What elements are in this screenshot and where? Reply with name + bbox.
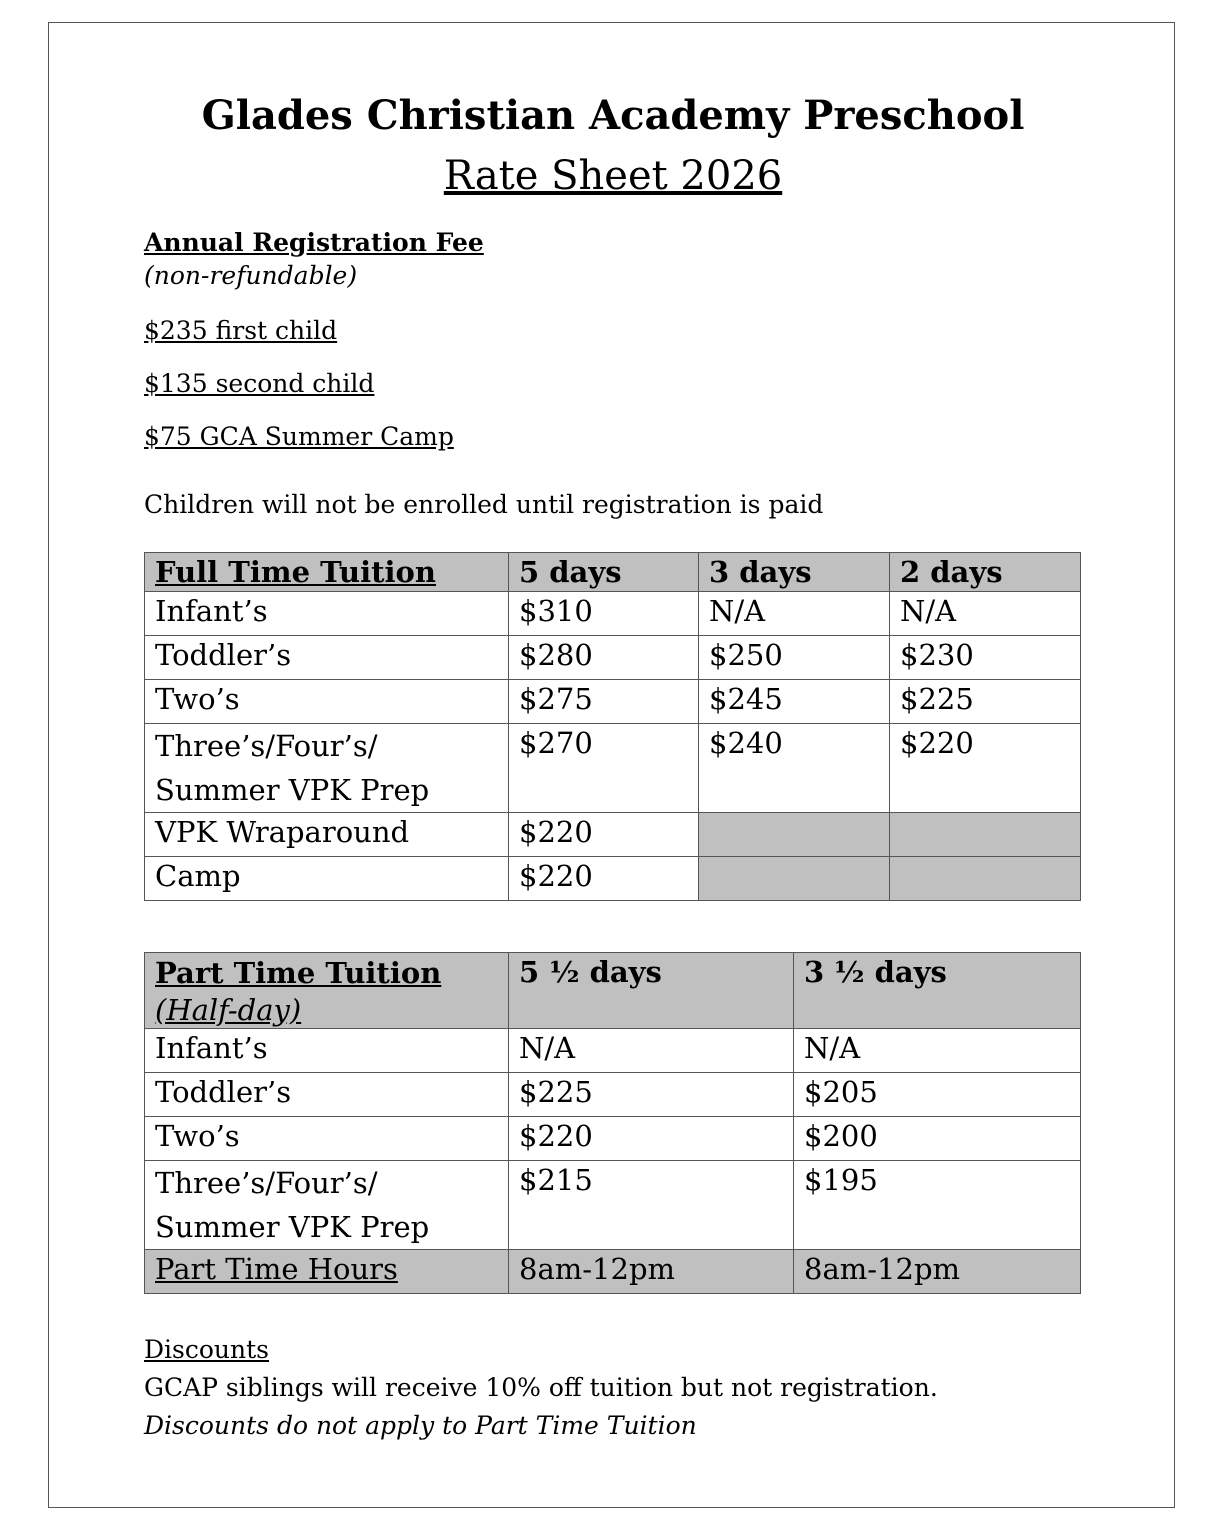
table-row [145,857,1081,901]
table-cell: 8am-12pm [509,1250,794,1294]
table-cell: $220 [890,724,1081,813]
row-label: VPK Wraparound [145,813,509,857]
shaded-cell [699,813,890,857]
table-cell: $195 [794,1161,1081,1250]
table-cell: $230 [890,636,1081,680]
fee-first-child: $235 first child [144,316,338,345]
header-cell: 3 ½ days [794,953,1081,1029]
table-cell: $280 [509,636,699,680]
table-header-row [145,553,1081,592]
table-cell: $220 [509,857,699,901]
fee-second-child: $135 second child [144,369,375,398]
table-cell: $220 [509,1117,794,1161]
row-label [145,724,509,813]
table-cell: N/A [509,1029,794,1073]
table-header-row [145,953,1081,1029]
table-row [145,1117,1081,1161]
header-cell [145,953,509,1029]
row-label: Infant’s [145,1029,509,1073]
row-label-line1: Three’s/Four’s/ [155,1166,378,1200]
table-row [145,1029,1081,1073]
header-cell: 2 days [890,553,1081,592]
header-cell: 5 days [509,553,699,592]
header-cell [145,553,509,592]
row-label-line2: Summer VPK Prep [155,1210,430,1244]
table-cell: $200 [794,1117,1081,1161]
discounts-text: GCAP siblings will receive 10% off tuition but not registration. [144,1373,938,1402]
table-cell: $310 [509,592,699,636]
table-cell: $250 [699,636,890,680]
row-label [145,1161,509,1250]
table-row [145,680,1081,724]
header-cell: 3 days [699,553,890,592]
full-time-tuition-table [144,552,1081,901]
table-row [145,636,1081,680]
table-row [145,1161,1081,1250]
row-label-line2: Summer VPK Prep [155,773,430,807]
table-row [145,813,1081,857]
table-cell: N/A [699,592,890,636]
row-label: Two’s [145,1117,509,1161]
header-sublabel: (Half-day) [155,993,302,1027]
enrollment-note: Children will not be enrolled until registration is paid [144,490,824,519]
row-label: Infant’s [145,592,509,636]
discounts-note: Discounts do not apply to Part Time Tuition [144,1411,697,1440]
shaded-cell [699,857,890,901]
table-cell: $225 [890,680,1081,724]
school-name: Glades Christian Academy Preschool [201,92,1025,139]
table-cell: 8am-12pm [794,1250,1081,1294]
row-label: Two’s [145,680,509,724]
fee-summer-camp: $75 GCA Summer Camp [144,422,454,451]
table-cell: N/A [890,592,1081,636]
row-label: Toddler’s [145,1073,509,1117]
header-cell: 5 ½ days [509,953,794,1029]
header-label: Full Time Tuition [155,555,436,589]
registration-heading: Annual Registration Fee [144,228,484,257]
table-cell: $215 [509,1161,794,1250]
row-label: Camp [145,857,509,901]
table-cell: $275 [509,680,699,724]
table-row [145,1073,1081,1117]
table-row [145,592,1081,636]
table-cell: $245 [699,680,890,724]
header-label: Part Time Tuition [155,956,442,990]
shaded-cell [890,857,1081,901]
hours-row [145,1250,1081,1294]
row-label-line1: Three’s/Four’s/ [155,729,378,763]
table-cell: $225 [509,1073,794,1117]
hours-label-text: Part Time Hours [155,1252,398,1286]
table-cell: $220 [509,813,699,857]
table-cell: $240 [699,724,890,813]
row-label: Toddler’s [145,636,509,680]
shaded-cell [890,813,1081,857]
part-time-tuition-table [144,952,1081,1294]
rate-sheet-title: Rate Sheet 2026 [443,153,783,199]
discounts-heading: Discounts [144,1335,269,1364]
table-cell: $270 [509,724,699,813]
registration-note: (non-refundable) [144,261,358,290]
table-cell: N/A [794,1029,1081,1073]
hours-label [145,1250,509,1294]
table-row [145,724,1081,813]
table-cell: $205 [794,1073,1081,1117]
